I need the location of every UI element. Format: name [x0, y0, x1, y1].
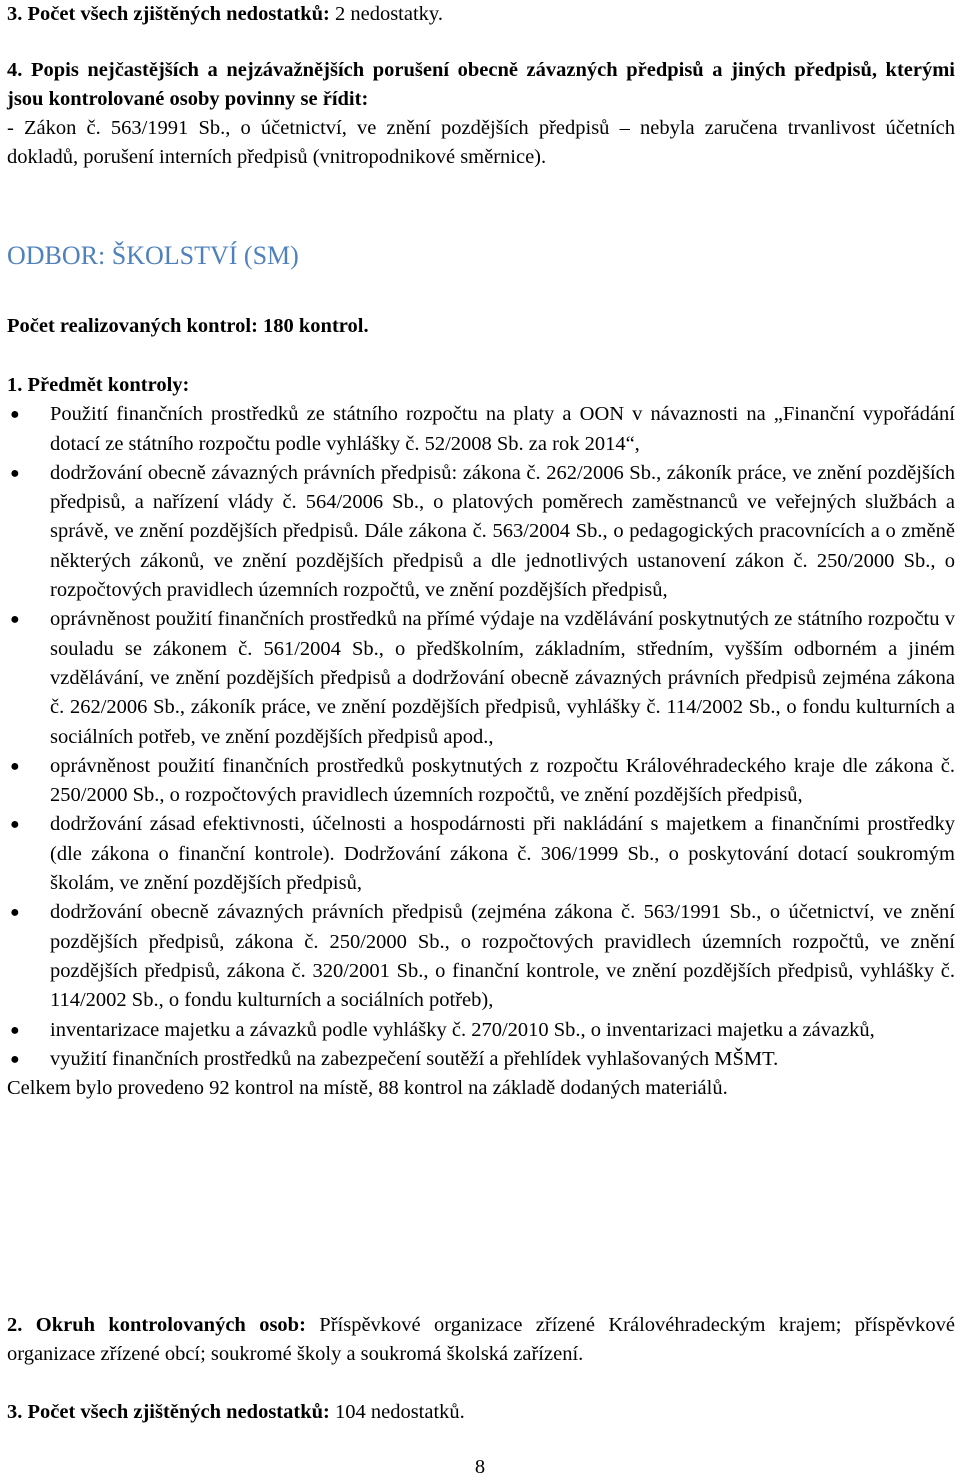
prev-item-3 [7, 0, 955, 29]
item-2-text: Příspěvkové organizace zřízené Královéhradeckým krajem; příspěvkové organizace zřízené obcí; soukromé školy a soukromá školská zařízení. [7, 1314, 955, 1366]
prev-item-3-value: 2 nedostatky. [334, 3, 443, 25]
subject-bullet-text: dodržování obecně závazných právních předpisů (zejména zákona č. 563/1991 Sb., o účetnictví, ve znění pozdějších předpisů, zákona č. 250/2000 Sb., o rozpočtových pravidlech územních rozpočtů, ve znění pozdějších předpisů, zákona č. 320/2001 Sb., o finanční kontrole, ve znění pozdějších předpisů, vyhlášky č. 114/2002 Sb., o fondu kulturních a sociálních potřeb), [50, 901, 955, 1012]
prev-item-3-label: Počet všech zjištěných nedostatků: [27, 3, 330, 25]
subject-bullet-text: oprávněnost použití finančních prostředků na přímé výdaje na vzdělávání poskytnutých ze státního rozpočtu v souladu se zákonem č. 561/2004 Sb., o předškolním, základním, středním, vyšším odborném a jiném vzdělávání, ve znění pozdějších předpisů a dodržování obecně závazných právních předpisů zejména zákona č. 262/2006 Sb., zákoník práce, ve znění pozdějších předpisů, vyhlášky č. 114/2002 Sb., o fondu kulturních a sociálních potřeb, ve znění pozdějších předpisů apod., [50, 608, 955, 748]
subject-bullet-item [7, 605, 955, 751]
subject-bullet-list [7, 400, 955, 1074]
bullet-icon: ● [10, 406, 20, 424]
subject-bullet-item [7, 810, 955, 898]
subject-bullet-item [7, 1016, 955, 1045]
subject-bullet-text: oprávněnost použití finančních prostředků poskytnutých z rozpočtu Královéhradeckého kraje dle zákona č. 250/2000 Sb., o rozpočtových pravidlech územních rozpočtů, ve znění pozdějších předpisů, [50, 754, 955, 807]
prev-item-3-num: 3. [7, 3, 23, 25]
subject-bullet-item [7, 459, 955, 605]
subject-heading: 1. Předmět kontroly: [7, 374, 190, 396]
subject-bullet-text: dodržování obecně závazných právních předpisů: zákona č. 262/2006 Sb., zákoník práce, ve znění pozdějších předpisů, a nařízení vlády č. 564/2006 Sb., o platových poměrech zaměstnanců ve veřejných službách a správě, ve znění pozdějších předpisů. Dále zákona č. 563/2004 Sb., o pedagogických pracovnících a o změně některých zákonů, ve znění pozdějších předpisů a dle jednotlivých ustanovení zákon č. 250/2000 Sb., o rozpočtových pravidlech územních rozpočtů, ve znění pozdějších předpisů, [50, 461, 955, 602]
subject-bullet-item [7, 1045, 955, 1074]
bullet-icon: ● [10, 904, 20, 922]
subject-bullet-text: Použití finančních prostředků ze státního rozpočtu na platy a OON v návaznosti na „Finanční vypořádání dotací ze státního rozpočtu podle vyhlášky č. 52/2008 Sb. za rok 2014“, [50, 403, 955, 455]
bullet-icon: ● [10, 757, 20, 775]
page-number: 8 [474, 1456, 486, 1478]
bullet-icon: ● [10, 816, 20, 834]
subject-bullet-text: inventarizace majetku a závazků podle vyhlášky č. 270/2010 Sb., o inventarizaci majetku a závazků, [50, 1018, 875, 1041]
item-3 [7, 1398, 955, 1427]
item-2 [7, 1311, 955, 1370]
item-3-label: 3. Počet všech zjištěných nedostatků: [7, 1401, 330, 1423]
bullet-icon: ● [10, 1050, 20, 1068]
subject-bullet-text: využití finančních prostředků na zabezpečení soutěží a přehlídek vyhlašovaných MŠMT. [50, 1047, 779, 1070]
subject-bullet-item [7, 400, 955, 459]
bullet-icon: ● [10, 464, 20, 482]
bullet-icon: ● [10, 1021, 20, 1039]
control-count: Počet realizovaných kontrol: 180 kontrol. [7, 315, 369, 337]
prev-item-4-heading: 4. Popis nejčastějších a nejzávažnějších porušení obecně závazných předpisů a jiných předpisů, kterými jsou kontrolované osoby povinny se řídit: [7, 59, 955, 111]
subject-summary: Celkem bylo provedeno 92 kontrol na místě, 88 kontrol na základě dodaných materiálů. [7, 1077, 728, 1100]
subject-bullet-item [7, 752, 955, 811]
section-title: ODBOR: ŠKOLSTVÍ (SM) [7, 241, 299, 270]
subject-bullet-item [7, 898, 955, 1015]
item-3-value: 104 nedostatků. [334, 1401, 465, 1423]
subject-section [7, 371, 955, 1103]
item-2-label: 2. Okruh kontrolovaných osob: [7, 1314, 306, 1336]
bullet-icon: ● [10, 611, 20, 629]
subject-bullet-text: dodržování zásad efektivnosti, účelnosti a hospodárnosti při nakládání s majetkem a finančními prostředky (dle zákona o finanční kontrole). Dodržování zákona č. 306/1999 Sb., o poskytování dotací soukromým školám, ve znění pozdějších předpisů, [50, 813, 955, 895]
prev-item-4-text: - Zákon č. 563/1991 Sb., o účetnictví, ve znění pozdějších předpisů – nebyla zaručena trvanlivost účetních dokladů, porušení interních předpisů (vnitropodnikové směrnice). [7, 117, 955, 169]
